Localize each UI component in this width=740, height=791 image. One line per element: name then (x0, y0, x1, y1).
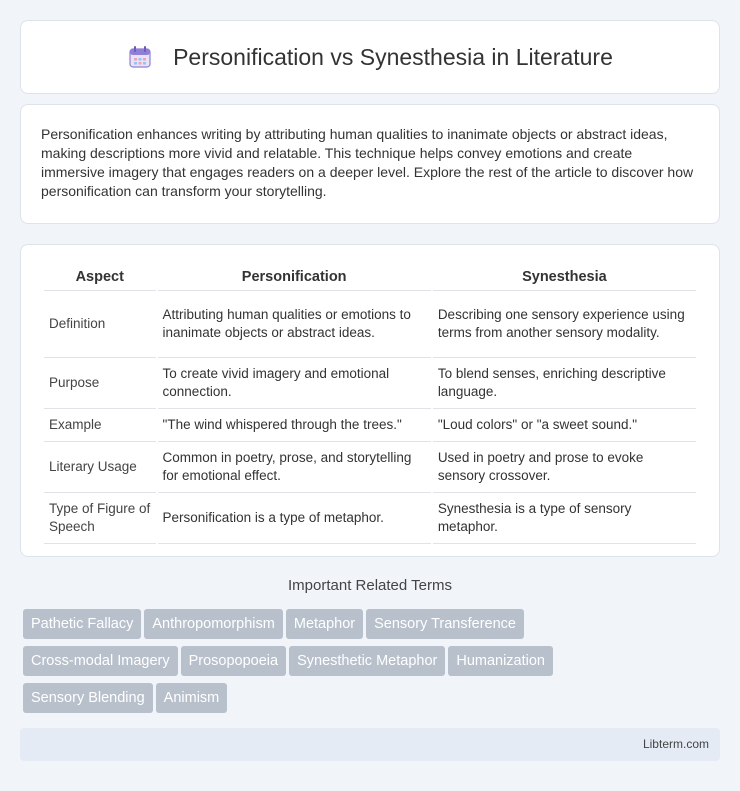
table-cell: Synesthesia is a type of sensory metaphor. (433, 493, 696, 544)
related-term-tag[interactable]: Sensory Blending (23, 683, 153, 713)
comparison-table (42, 263, 698, 544)
column-header-aspect: Aspect (44, 263, 156, 291)
table-row (44, 409, 696, 442)
footer (20, 728, 720, 761)
column-header-personification: Personification (158, 263, 431, 291)
related-term-tag[interactable]: Animism (156, 683, 228, 713)
table-cell: To create vivid imagery and emotional connection. (158, 358, 431, 409)
table-cell: Personification is a type of metaphor. (158, 493, 431, 544)
table-cell: Purpose (44, 358, 156, 409)
table-cell: Common in poetry, prose, and storytelling for emotional effect. (158, 442, 431, 493)
related-term-tag[interactable]: Humanization (448, 646, 553, 676)
related-term-tag[interactable]: Prosopopoeia (181, 646, 287, 676)
table-row (44, 291, 696, 358)
table-cell: Example (44, 409, 156, 442)
related-term-tag[interactable]: Pathetic Fallacy (23, 609, 141, 639)
table-cell: Used in poetry and prose to evoke sensory crossover. (433, 442, 696, 493)
page-title: Personification vs Synesthesia in Literature (173, 43, 613, 70)
related-term-tag[interactable]: Metaphor (286, 609, 363, 639)
related-term-tag[interactable]: Sensory Transference (366, 609, 524, 639)
table-cell: "The wind whispered through the trees." (158, 409, 431, 442)
page-header (20, 20, 720, 94)
table-cell: Definition (44, 291, 156, 358)
intro-section (20, 104, 720, 224)
table-header-row (44, 263, 696, 291)
intro-text: Personification enhances writing by attributing human qualities to inanimate objects or abstract ideas, making descriptions more vivid and relatable. This technique helps convey emotions and create immersive imagery that engages readers on a deeper level. Explore the rest of the article to discover how personification can transform your storytelling. (41, 126, 694, 199)
table-cell: Type of Figure of Speech (44, 493, 156, 544)
related-term-tag[interactable]: Anthropomorphism (144, 609, 283, 639)
related-term-tag[interactable]: Cross-modal Imagery (23, 646, 178, 676)
column-header-synesthesia: Synesthesia (433, 263, 696, 291)
table-cell: "Loud colors" or "a sweet sound." (433, 409, 696, 442)
related-term-tag[interactable]: Synesthetic Metaphor (289, 646, 445, 676)
table-row (44, 358, 696, 409)
table-cell: Literary Usage (44, 442, 156, 493)
table-cell: To blend senses, enriching descriptive language. (433, 358, 696, 409)
footer-site-link[interactable]: Libterm.com (642, 737, 709, 751)
related-terms-title: Important Related Terms (288, 577, 452, 594)
table-row (44, 442, 696, 493)
table-cell: Attributing human qualities or emotions to inanimate objects or abstract ideas. (158, 291, 431, 358)
table-row (44, 493, 696, 544)
table-cell: Describing one sensory experience using terms from another sensory modality. (433, 291, 696, 358)
comparison-table-card (20, 244, 720, 557)
related-terms-list (23, 609, 663, 720)
calendar-icon (127, 44, 153, 70)
